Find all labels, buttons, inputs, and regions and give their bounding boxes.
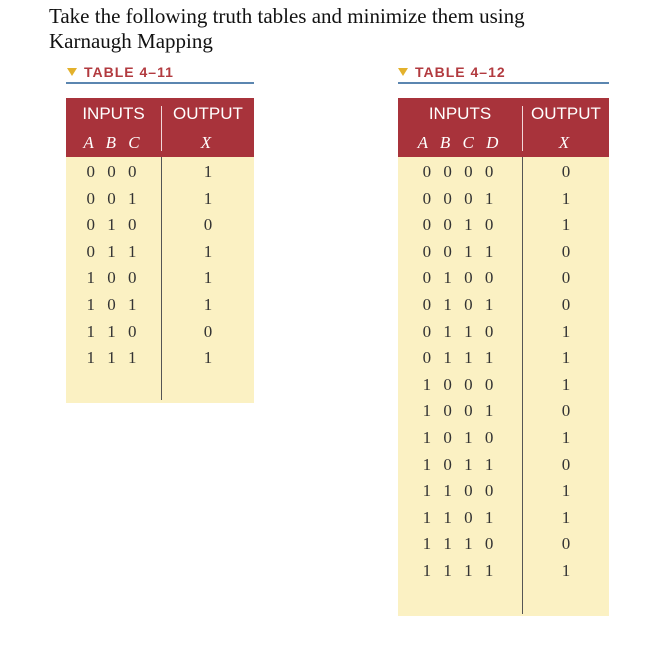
input-values: 1 1 0 1: [422, 507, 498, 527]
output-value: 0: [561, 241, 571, 261]
output-value: 1: [203, 241, 213, 261]
output-value: 1: [203, 268, 213, 288]
output-value: 1: [561, 321, 571, 341]
input-values: 0 1 1: [86, 241, 141, 261]
input-values: 1 1 1: [86, 348, 141, 368]
input-values: 0 0 0 0: [422, 162, 498, 181]
inputs-heading: INPUTS: [428, 104, 492, 123]
output-value: 1: [203, 348, 213, 368]
output-heading: OUTPUT: [173, 104, 243, 123]
output-heading: OUTPUT: [531, 104, 601, 123]
output-value: 0: [561, 401, 571, 421]
output-variable: X: [200, 133, 216, 152]
table-row: [398, 452, 609, 478]
problem-line-1: Take the following truth tables and minimize them using: [49, 4, 525, 28]
input-values: 0 0 1: [86, 188, 141, 208]
output-value: 1: [561, 188, 571, 208]
input-values: 0 1 0: [86, 215, 141, 235]
truth-table-4-11: [66, 98, 254, 403]
output-value: 0: [203, 321, 213, 341]
table-row: [398, 345, 609, 371]
table-row: [66, 345, 254, 371]
output-value: 1: [561, 374, 571, 394]
output-value: 1: [561, 348, 571, 368]
table-row: [398, 425, 609, 451]
table-row: [398, 478, 609, 504]
output-value: 0: [561, 534, 571, 554]
input-values: 0 0 1 1: [422, 241, 498, 261]
problem-line-2: Karnaugh Mapping: [49, 29, 213, 53]
table-row: [398, 159, 609, 185]
table-4-11-caption: [67, 64, 174, 80]
triangle-marker-icon: [398, 68, 408, 76]
input-values: 0 0 1 0: [422, 215, 498, 235]
table-row: [398, 505, 609, 531]
output-value: 0: [561, 454, 571, 474]
input-variables: A B C: [83, 133, 144, 152]
output-value: 1: [561, 215, 571, 235]
output-value: 0: [203, 215, 213, 235]
output-value: 0: [561, 295, 571, 314]
table-4-12-caption-text: TABLE 4–12: [415, 64, 506, 80]
input-values: 1 1 1 0: [422, 534, 498, 554]
problem-statement: [49, 4, 629, 54]
table-row: [398, 186, 609, 212]
input-values: 0 1 0 0: [422, 268, 498, 288]
input-values: 1 0 1 0: [422, 428, 498, 447]
table-row: [66, 186, 254, 212]
output-variable: X: [558, 133, 574, 152]
table-row: [66, 239, 254, 265]
table-4-12-caption: [398, 64, 506, 80]
output-value: 0: [561, 268, 571, 288]
input-values: 1 1 0: [86, 321, 141, 341]
input-values: 1 0 0 1: [422, 401, 498, 421]
table-row: [66, 212, 254, 238]
table-row: [398, 239, 609, 265]
table-row: [66, 159, 254, 185]
table-row: [398, 372, 609, 398]
output-value: 1: [561, 481, 571, 501]
output-value: 1: [561, 561, 571, 580]
output-value: 0: [561, 162, 571, 181]
table-row: [398, 265, 609, 291]
table-row: [66, 292, 254, 318]
input-variables: A B C D: [417, 133, 503, 152]
output-value: 1: [561, 428, 571, 447]
input-values: 0 0 0 1: [422, 188, 498, 208]
table-row: [398, 558, 609, 584]
input-values: 1 1 0 0: [422, 481, 498, 501]
input-values: 1 0 1: [86, 295, 141, 314]
input-values: 1 0 0 0: [422, 374, 498, 394]
input-values: 1 0 0: [86, 268, 141, 288]
triangle-marker-icon: [67, 68, 77, 76]
table-row: [398, 398, 609, 424]
table-row: [66, 265, 254, 291]
input-values: 0 1 1 0: [422, 321, 498, 341]
input-values: 0 0 0: [86, 162, 141, 181]
table-4-11-caption-text: TABLE 4–11: [84, 64, 174, 80]
table-row: [398, 531, 609, 557]
truth-table-4-12: [398, 98, 609, 616]
table-4-12-caption-rule: [398, 82, 609, 84]
table-row: [398, 292, 609, 318]
input-values: 0 1 0 1: [422, 295, 498, 314]
input-values: 1 0 1 1: [422, 454, 498, 474]
input-values: 0 1 1 1: [422, 348, 498, 368]
table-row: [398, 212, 609, 238]
table-4-11-caption-rule: [66, 82, 254, 84]
output-value: 1: [203, 162, 213, 181]
inputs-heading: INPUTS: [82, 104, 145, 123]
output-value: 1: [203, 295, 213, 314]
table-row: [398, 319, 609, 345]
output-value: 1: [561, 507, 571, 527]
table-row: [66, 319, 254, 345]
output-value: 1: [203, 188, 213, 208]
input-values: 1 1 1 1: [422, 561, 498, 580]
